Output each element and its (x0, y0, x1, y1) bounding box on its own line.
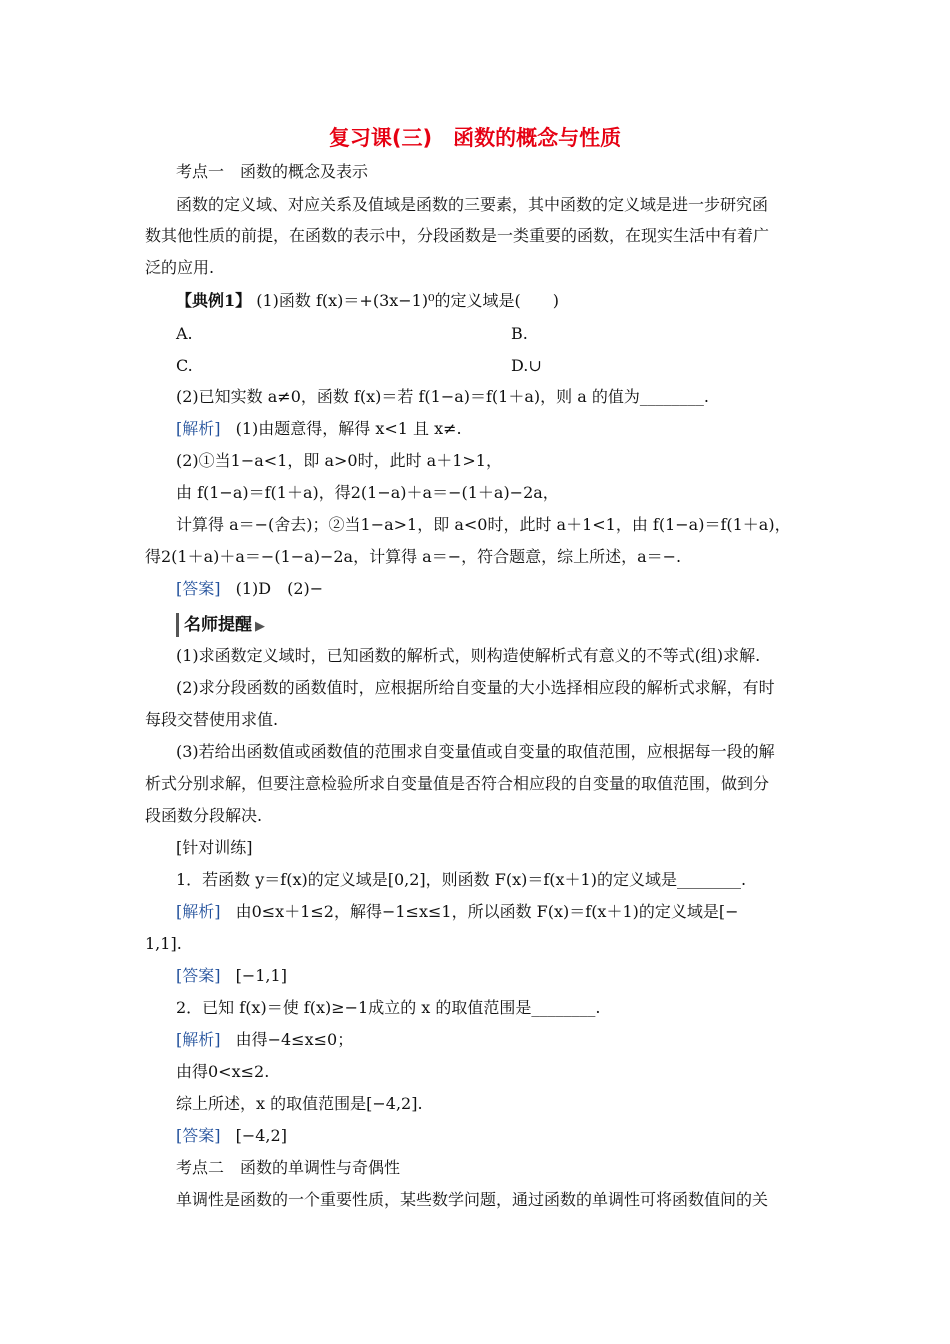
example1-analysis-line (176, 418, 462, 440)
answer-text: (1)D (2)− (235, 579, 324, 598)
answer-tag: [答案] (176, 1126, 221, 1145)
option-b: B. (511, 324, 528, 343)
example1-analysis-line: 计算得 a＝−(舍去)；②当1−a>1，即 a<0时，此时 a＋1<1，由 f(1−a)＝f(1＋a)， (176, 515, 791, 534)
example1-analysis-line: 由 f(1−a)＝f(1＋a)，得2(1−a)＋a＝−(1＋a)−2a， (176, 483, 559, 502)
answer-tag: [答案] (176, 966, 221, 985)
section1-heading: 考点一 函数的概念及表示 (176, 162, 369, 181)
tips-heading-text: 名师提醒 (184, 615, 252, 635)
answer-text: [−1,1] (235, 966, 287, 985)
tips-line: (3)若给出函数值或函数值的范围求自变量值或自变量的取值范围，应根据每一段的解 (176, 742, 775, 761)
option-c: C. (176, 356, 193, 375)
tips-heading (176, 613, 265, 637)
example1-analysis-line: 得2(1＋a)＋a＝−(1−a)−2a，计算得 a＝−，符合题意，综上所述，a＝−. (145, 547, 682, 566)
answer-tag: [答案] (176, 579, 221, 598)
example1-answer-line (176, 578, 323, 600)
example1-analysis-line: (2)①当1−a<1，即 a>0时，此时 a＋1>1， (176, 451, 502, 470)
practice-2-question: 2．已知 f(x)＝使 f(x)≥−1成立的 x 的取值范围是________. (176, 998, 601, 1017)
practice-1-analysis-line (176, 901, 739, 923)
play-arrow-icon: ▶ (255, 619, 265, 634)
section2-intro: 单调性是函数的一个重要性质，某些数学问题，通过函数的单调性可将函数值间的关 (176, 1190, 769, 1209)
example1-question-2: (2)已知实数 a≠0，函数 f(x)＝若 f(1−a)＝f(1＋a)，则 a 的值为________. (176, 387, 709, 406)
section1-intro-line: 数其他性质的前提，在函数的表示中，分段函数是一类重要的函数，在现实生活中有着广 (145, 226, 770, 245)
practice-heading: [针对训练] (176, 838, 253, 857)
answer-text: [−4,2] (235, 1126, 287, 1145)
practice-2-analysis-line: 综上所述，x 的取值范围是[−4,2]. (176, 1094, 423, 1113)
section2-heading: 考点二 函数的单调性与奇偶性 (176, 1158, 401, 1177)
analysis-text: (1)由题意得，解得 x<1 且 x≠. (235, 419, 462, 438)
analysis-tag: [解析] (176, 902, 221, 921)
tips-line: 析式分别求解，但要注意检验所求自变量值是否符合相应段的自变量的取值范围，做到分 (145, 774, 770, 793)
practice-2-answer-line (176, 1125, 287, 1147)
option-a: A. (176, 324, 193, 343)
practice-1-question: 1．若函数 y＝f(x)的定义域是[0,2]，则函数 F(x)＝f(x＋1)的定义域是________. (176, 870, 747, 889)
tips-line: 每段交替使用求值. (145, 710, 279, 729)
analysis-text: 由0≤x＋1≤2，解得−1≤x≤1，所以函数 F(x)＝f(x＋1)的定义域是[− (235, 902, 739, 921)
analysis-tag: [解析] (176, 1030, 221, 1049)
analysis-text: 由得−4≤x≤0； (235, 1030, 354, 1049)
practice-1-analysis-line: 1,1]. (145, 934, 182, 953)
practice-1-answer-line (176, 965, 287, 987)
page-title: 复习课(三) 函数的概念与性质 (328, 126, 622, 150)
tips-line: (2)求分段函数的函数值时，应根据所给自变量的大小选择相应段的解析式求解，有时 (176, 678, 775, 697)
option-d: D.∪ (511, 356, 542, 375)
tips-line: (1)求函数定义域时，已知函数的解析式，则构造使解析式有意义的不等式(组)求解. (176, 646, 761, 665)
practice-2-analysis-line: 由得0<x≤2. (176, 1062, 270, 1081)
section1-intro-line: 泛的应用. (145, 258, 215, 277)
section1-intro-line: 函数的定义域、对应关系及值域是函数的三要素，其中函数的定义域是进一步研究函 (176, 195, 769, 214)
tips-line: 段函数分段解决. (145, 806, 263, 825)
analysis-tag: [解析] (176, 419, 221, 438)
example1-q1-text: (1)函数 f(x)＝+(3x−1)⁰的定义域是( ) (256, 291, 559, 310)
practice-2-analysis-line (176, 1029, 353, 1051)
example1-question-1 (176, 290, 559, 312)
example1-label: 【典例1】 (176, 291, 252, 310)
